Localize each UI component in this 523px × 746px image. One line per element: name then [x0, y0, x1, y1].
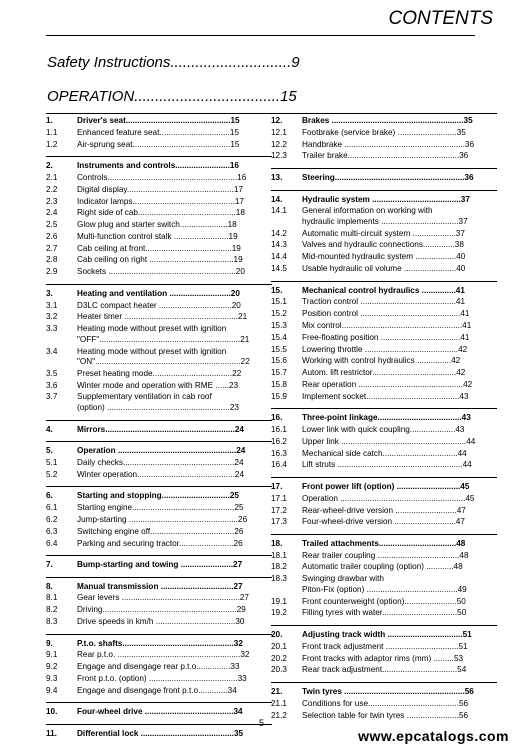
toc-subsection-entry[interactable]: [271, 128, 497, 139]
entry-number: 14.1: [271, 206, 287, 216]
toc-subsection-entry[interactable]: [271, 321, 497, 332]
entry-title: Operation .......................................................45: [302, 493, 475, 503]
toc-subsection-entry[interactable]: [46, 686, 272, 697]
entry-title: Daily checks.................................................24: [77, 458, 244, 467]
toc-subsection-entry[interactable]: [46, 515, 272, 526]
entry-title: Adjusting track width .................................51: [302, 630, 472, 639]
entry-number: 12.1: [271, 127, 287, 137]
entry-title: Rear-wheel-drive version ...........................47: [302, 505, 466, 515]
entry-number: 15.5: [271, 344, 287, 354]
toc-subsection-entry[interactable]: [46, 312, 272, 323]
entry-number: 2.3: [46, 196, 58, 206]
entry-number: 15.7: [271, 368, 287, 378]
entry-number: 6.: [46, 491, 53, 501]
entry-title: Selection table for twin tyres .......................56: [302, 710, 469, 720]
toc-section-entry[interactable]: [46, 634, 272, 650]
entry-title: Four-wheel drive .......................................34: [77, 707, 243, 717]
toc-subsection-entry[interactable]: [46, 369, 272, 380]
toc-subsection-entry[interactable]: [46, 392, 272, 413]
entry-number: 2.5: [46, 220, 58, 230]
toc-subsection-entry[interactable]: [46, 458, 272, 469]
entry-title: Front tracks with adaptor rims (mm) .........53: [302, 653, 464, 663]
entry-number: 5.1: [46, 458, 58, 467]
toc-subsection-entry[interactable]: [46, 593, 272, 604]
entry-title: Digital display...............................................17: [77, 184, 243, 194]
entry-title: Traction control ..........................................41: [302, 297, 466, 307]
entry-title: Mechanical control hydraulics ...............41: [302, 285, 465, 295]
entry-number: 20.: [271, 630, 283, 639]
entry-number: 19.1: [271, 596, 287, 606]
entry-number: 6.2: [46, 514, 58, 524]
toc-subsection-entry[interactable]: [271, 597, 497, 608]
entry-title: Gear levers ....................................................27: [77, 593, 249, 603]
entry-number: 2.6: [46, 231, 58, 241]
entry-title: Indicator lamps.............................................17: [77, 196, 244, 206]
entry-title: Parking and securing tractor........................26: [77, 538, 243, 548]
entry-number: 14.5: [271, 264, 287, 274]
toc-left-column: [46, 113, 272, 740]
entry-title: Front counterweight (option).......................50: [302, 596, 466, 606]
entry-title: Lift struts .......................................................44: [302, 460, 472, 470]
entry-title: Autom. lift restrictor.....................................42: [302, 368, 466, 378]
entry-number: 16.3: [271, 448, 287, 458]
entry-number: 19.2: [271, 608, 287, 618]
entry-title: Front track adjustment ................................51: [302, 641, 468, 651]
entry-title: Mechanical side catch.................................44: [302, 448, 467, 458]
toc-subsection-entry[interactable]: [271, 240, 497, 251]
entry-title: Handbrake .....................................................36: [302, 139, 474, 149]
entry-title: Usable hydraulic oil volume .......................40: [302, 264, 466, 274]
entry-number: 3.5: [46, 368, 58, 378]
entry-title: Manual transmission ................................27: [77, 581, 243, 591]
toc-subsection-entry[interactable]: [271, 574, 497, 595]
entry-number: 3.: [46, 288, 53, 298]
entry-number: 3.4: [46, 346, 58, 356]
entry-title: Conditions for use........................................56: [302, 698, 469, 708]
entry-number: 14.3: [271, 240, 287, 250]
entry-number: 15.9: [271, 391, 287, 401]
entry-number: 15.: [271, 285, 283, 295]
entry-number: 21.: [271, 686, 283, 696]
entry-title: Implement socket.........................................43: [302, 391, 469, 401]
entry-title: Filling tyres with water.................................50: [302, 608, 467, 618]
entry-number: 8.1: [46, 593, 58, 603]
entry-title: Heating mode without preset with ignition "ON"................................................................22: [77, 346, 250, 367]
entry-number: 3.1: [46, 300, 58, 310]
entry-number: 8.3: [46, 617, 58, 627]
toc-subsection-entry[interactable]: [271, 380, 497, 391]
toc-subsection-entry[interactable]: [46, 617, 272, 628]
entry-number: 21.2: [271, 710, 287, 720]
header-rule: [46, 35, 475, 36]
toc-section-entry[interactable]: [46, 577, 272, 593]
toc-subsection-entry[interactable]: [46, 185, 272, 196]
entry-number: 15.4: [271, 332, 287, 342]
toc-section-entry[interactable]: [46, 113, 272, 127]
entry-title: Engage and disengage front p.t.o.............34: [77, 685, 237, 695]
toc-section-entry[interactable]: [46, 441, 272, 457]
entry-number: 9.2: [46, 662, 58, 672]
entry-title: Three-point linkage.....................................43: [302, 413, 471, 423]
entry-title: Hydraulic system .......................................37: [302, 194, 470, 204]
entry-title: Glow plug and starter switch.....................18: [77, 220, 237, 230]
toc-subsection-entry[interactable]: [46, 674, 272, 685]
toc-subsection-entry[interactable]: [271, 460, 497, 471]
entry-number: 3.3: [46, 324, 58, 334]
entry-number: 9.4: [46, 685, 58, 695]
toc-subsection-entry[interactable]: [46, 208, 272, 219]
entry-title: Steering.........................................................36: [302, 172, 474, 182]
toc-subsection-entry[interactable]: [46, 650, 272, 661]
entry-number: 1.2: [46, 139, 58, 149]
entry-title: Engage and disengage rear p.t.o...............33: [77, 662, 240, 672]
toc-subsection-entry[interactable]: [46, 527, 272, 538]
entry-number: 12.: [271, 116, 283, 125]
entry-number: 2.9: [46, 267, 58, 277]
toc-subsection-entry[interactable]: [271, 206, 497, 227]
entry-number: 16.1: [271, 425, 287, 435]
entry-number: 15.1: [271, 297, 287, 307]
entry-number: 12.2: [271, 139, 287, 149]
safety-heading[interactable]: Safety Instructions.............................9: [47, 54, 300, 71]
toc-subsection-entry[interactable]: [46, 539, 272, 550]
entry-number: 20.3: [271, 665, 287, 675]
toc-subsection-entry[interactable]: [46, 173, 272, 184]
entry-number: 2.2: [46, 184, 58, 194]
toc-subsection-entry[interactable]: [271, 356, 497, 367]
entry-number: 15.8: [271, 379, 287, 389]
entry-number: 20.1: [271, 641, 287, 651]
entry-title: Multi-function control stalk ........................19: [77, 231, 238, 241]
toc-subsection-entry[interactable]: [271, 642, 497, 653]
entry-number: 6.4: [46, 538, 58, 548]
entry-number: 5.2: [46, 469, 58, 479]
toc-subsection-entry[interactable]: [46, 381, 272, 392]
entry-title: General information on working with hydraulic implements ..................................37: [302, 206, 468, 226]
toc-section-entry[interactable]: [46, 702, 272, 718]
entry-title: Position control ............................................41: [302, 309, 470, 319]
entry-number: 2.7: [46, 243, 58, 253]
entry-number: 15.3: [271, 320, 287, 330]
toc-subsection-entry[interactable]: [271, 368, 497, 379]
entry-number: 16.4: [271, 460, 287, 470]
toc-right-column: [271, 113, 497, 721]
entry-number: 13.: [271, 172, 283, 182]
entry-title: Front power lift (option) ............................45: [302, 481, 470, 491]
entry-title: Heater timer ..................................................21: [77, 312, 248, 322]
entry-title: Driving...........................................................29: [77, 605, 246, 615]
toc-subsection-entry[interactable]: [46, 503, 272, 514]
toc-subsection-entry[interactable]: [46, 347, 272, 368]
page-number: 5: [258, 718, 264, 728]
entry-number: 17.: [271, 481, 283, 491]
toc-section-entry[interactable]: [271, 113, 497, 127]
entry-title: Cab ceiling at front......................................19: [77, 243, 241, 253]
entry-title: Driver's seat..............................................15: [77, 116, 240, 125]
toc-section-entry[interactable]: [46, 284, 272, 300]
entry-number: 14.4: [271, 252, 287, 262]
entry-number: 1.: [46, 116, 53, 125]
toc-subsection-entry[interactable]: [46, 128, 272, 139]
toc-subsection-entry[interactable]: [271, 551, 497, 562]
toc-subsection-entry[interactable]: [46, 470, 272, 481]
entry-title: Automatic multi-circuit system ...................37: [302, 228, 465, 238]
toc-subsection-entry[interactable]: [271, 449, 497, 460]
toc-subsection-entry[interactable]: [46, 244, 272, 255]
entry-number: 10.: [46, 707, 58, 717]
entry-number: 2.1: [46, 172, 58, 182]
toc-section-entry[interactable]: [271, 682, 497, 698]
entry-number: 11.: [46, 728, 57, 738]
entry-title: Mirrors.........................................................24: [77, 424, 244, 434]
entry-number: 9.: [46, 638, 53, 648]
entry-title: Automatic trailer coupling (option) ............48: [302, 562, 463, 572]
entry-number: 16.: [271, 413, 283, 423]
entry-number: 18.3: [271, 574, 287, 584]
toc-subsection-entry[interactable]: [271, 297, 497, 308]
entry-title: Supplementary ventilation in cab roof (option) ......................................................23: [77, 392, 239, 413]
operation-heading[interactable]: OPERATION...................................15: [47, 88, 297, 105]
entry-title: Jump-starting ................................................26: [77, 514, 248, 524]
toc-section-entry[interactable]: [271, 477, 497, 493]
entry-title: Right side of cab...........................................18: [77, 208, 245, 218]
entry-number: 12.3: [271, 151, 287, 161]
entry-title: Working with control hydraulics ...............42: [302, 356, 461, 366]
toc-subsection-entry[interactable]: [271, 608, 497, 619]
entry-number: 17.1: [271, 493, 287, 503]
toc-subsection-entry[interactable]: [46, 197, 272, 208]
entry-number: 2.: [46, 161, 53, 171]
toc-subsection-entry[interactable]: [46, 232, 272, 243]
toc-subsection-entry[interactable]: [46, 255, 272, 266]
entry-number: 7.: [46, 560, 53, 570]
entry-title: Brakes ..........................................................35: [302, 116, 473, 125]
entry-title: Rear track adjustment.................................54: [302, 665, 467, 675]
toc-section-entry[interactable]: [271, 625, 497, 641]
entry-number: 9.3: [46, 673, 58, 683]
entry-title: Preset heating mode...................................22: [77, 368, 242, 378]
toc-subsection-entry[interactable]: [271, 665, 497, 676]
entry-number: 9.1: [46, 650, 58, 660]
entry-title: Rear p.t.o. ......................................................32: [77, 650, 250, 660]
entry-number: 6.1: [46, 503, 58, 513]
entry-number: 18.: [271, 538, 283, 548]
entry-number: 15.2: [271, 309, 287, 319]
entry-title: Heating and ventilation ...........................20: [77, 288, 240, 298]
toc-section-entry[interactable]: [271, 190, 497, 206]
toc-section-entry[interactable]: [46, 486, 272, 502]
entry-title: Rear trailer coupling ....................................48: [302, 550, 469, 560]
toc-subsection-entry[interactable]: [46, 220, 272, 231]
entry-title: Four-wheel-drive version ...........................47: [302, 517, 465, 527]
entry-title: Switching engine off.....................................26: [77, 526, 244, 536]
toc-subsection-entry[interactable]: [271, 309, 497, 320]
entry-title: Upper link .......................................................44: [302, 436, 476, 446]
toc-subsection-entry[interactable]: [271, 345, 497, 356]
entry-number: 8.2: [46, 605, 58, 615]
toc-subsection-entry[interactable]: [271, 151, 497, 162]
toc-subsection-entry[interactable]: [271, 425, 497, 436]
entry-number: 2.4: [46, 208, 58, 218]
entry-title: Front p.t.o. (option) .......................................33: [77, 673, 247, 683]
entry-title: Lower link with quick coupling....................43: [302, 425, 465, 435]
toc-subsection-entry[interactable]: [46, 140, 272, 151]
entry-number: 15.6: [271, 356, 287, 366]
toc-subsection-entry[interactable]: [46, 605, 272, 616]
toc-section-entry[interactable]: [271, 534, 497, 550]
entry-title: Sockets ........................................................20: [77, 267, 245, 277]
toc-subsection-entry[interactable]: [271, 229, 497, 240]
toc-section-entry[interactable]: [271, 168, 497, 184]
entry-number: 18.2: [271, 562, 287, 572]
toc-subsection-entry[interactable]: [271, 392, 497, 403]
entry-number: 16.2: [271, 436, 287, 446]
toc-subsection-entry[interactable]: [271, 333, 497, 344]
entry-title: Bump-starting and towing .......................27: [77, 560, 243, 570]
toc-subsection-entry[interactable]: [271, 654, 497, 665]
entry-title: Trailed attachments..................................48: [302, 538, 466, 548]
entry-title: Twin tyres .....................................................56: [302, 686, 474, 696]
toc-section-entry[interactable]: [46, 420, 272, 436]
entry-number: 17.2: [271, 505, 287, 515]
toc-subsection-entry[interactable]: [271, 517, 497, 528]
toc-subsection-entry[interactable]: [271, 562, 497, 573]
entry-title: Operation ....................................................24: [77, 446, 246, 456]
entry-title: P.t.o. shafts.................................................32: [77, 638, 243, 648]
entry-title: Trailer brake.................................................36: [302, 151, 469, 161]
toc-section-entry[interactable]: [271, 281, 497, 297]
toc-subsection-entry[interactable]: [271, 506, 497, 517]
entry-title: Cab ceiling on right .....................................19: [77, 255, 243, 265]
entry-title: Free-floating position ...................................41: [302, 332, 470, 342]
entry-title: Swinging drawbar with Piton-Fix (option) ........................................49: [302, 574, 467, 594]
toc-subsection-entry[interactable]: [271, 252, 497, 263]
toc-subsection-entry[interactable]: [271, 264, 497, 275]
entry-number: 3.2: [46, 312, 58, 322]
entry-number: 20.2: [271, 653, 287, 663]
toc-subsection-entry[interactable]: [46, 662, 272, 673]
entry-number: 8.: [46, 581, 53, 591]
entry-title: Heating mode without preset with ignition "OFF"..............................................................21: [77, 324, 250, 344]
entry-number: 2.8: [46, 255, 58, 265]
watermark: www.epcatalogs.com: [358, 728, 509, 744]
entry-title: Starting and stopping..............................25: [77, 491, 239, 501]
page-title: CONTENTS: [388, 8, 493, 29]
entry-number: 5.: [46, 446, 53, 456]
entry-title: Differential lock .........................................35: [77, 728, 244, 738]
toc-subsection-entry[interactable]: [271, 437, 497, 448]
toc-subsection-entry[interactable]: [271, 140, 497, 151]
entry-title: Lowering throttle .........................................42: [302, 344, 468, 354]
entry-number: 18.1: [271, 550, 287, 560]
entry-title: Winter operation...........................................24: [77, 469, 244, 479]
entry-number: 1.1: [46, 127, 58, 137]
toc-subsection-entry[interactable]: [271, 494, 497, 505]
entry-number: 21.1: [271, 698, 287, 708]
entry-title: Instruments and controls........................16: [77, 161, 239, 171]
toc-subsection-entry[interactable]: [46, 267, 272, 278]
entry-title: Mix control.....................................................41: [302, 320, 472, 330]
toc-section-entry[interactable]: [271, 408, 497, 424]
entry-number: 4.: [46, 424, 53, 434]
entry-title: Drive speeds in km/h ...................................30: [77, 617, 245, 627]
toc-section-entry[interactable]: [46, 555, 272, 571]
entry-number: 17.3: [271, 517, 287, 527]
entry-title: Enhanced feature seat...............................15: [77, 127, 240, 137]
entry-title: Valves and hydraulic connections..............38: [302, 240, 464, 250]
toc-section-entry[interactable]: [46, 156, 272, 172]
entry-title: Air-sprung seat...........................................15: [77, 139, 240, 149]
entry-title: Rear operation ..............................................42: [302, 379, 473, 389]
toc-subsection-entry[interactable]: [271, 699, 497, 710]
entry-number: 3.6: [46, 380, 58, 390]
entry-title: Winter mode and operation with RME ......23: [77, 380, 239, 390]
entry-number: 6.3: [46, 526, 58, 536]
entry-title: D3LC compact heater ................................20: [77, 300, 241, 310]
toc-subsection-entry[interactable]: [46, 301, 272, 312]
entry-title: Footbrake (service brake) ..........................35: [302, 127, 466, 137]
entry-title: Mid-mounted hydraulic system ..................40: [302, 252, 466, 262]
toc-subsection-entry[interactable]: [46, 324, 272, 345]
entry-title: Starting engine.............................................25: [77, 503, 244, 513]
entry-number: 3.7: [46, 392, 58, 402]
entry-number: 14.: [271, 194, 283, 204]
entry-title: Controls.........................................................16: [77, 172, 247, 182]
entry-number: 14.2: [271, 228, 287, 238]
